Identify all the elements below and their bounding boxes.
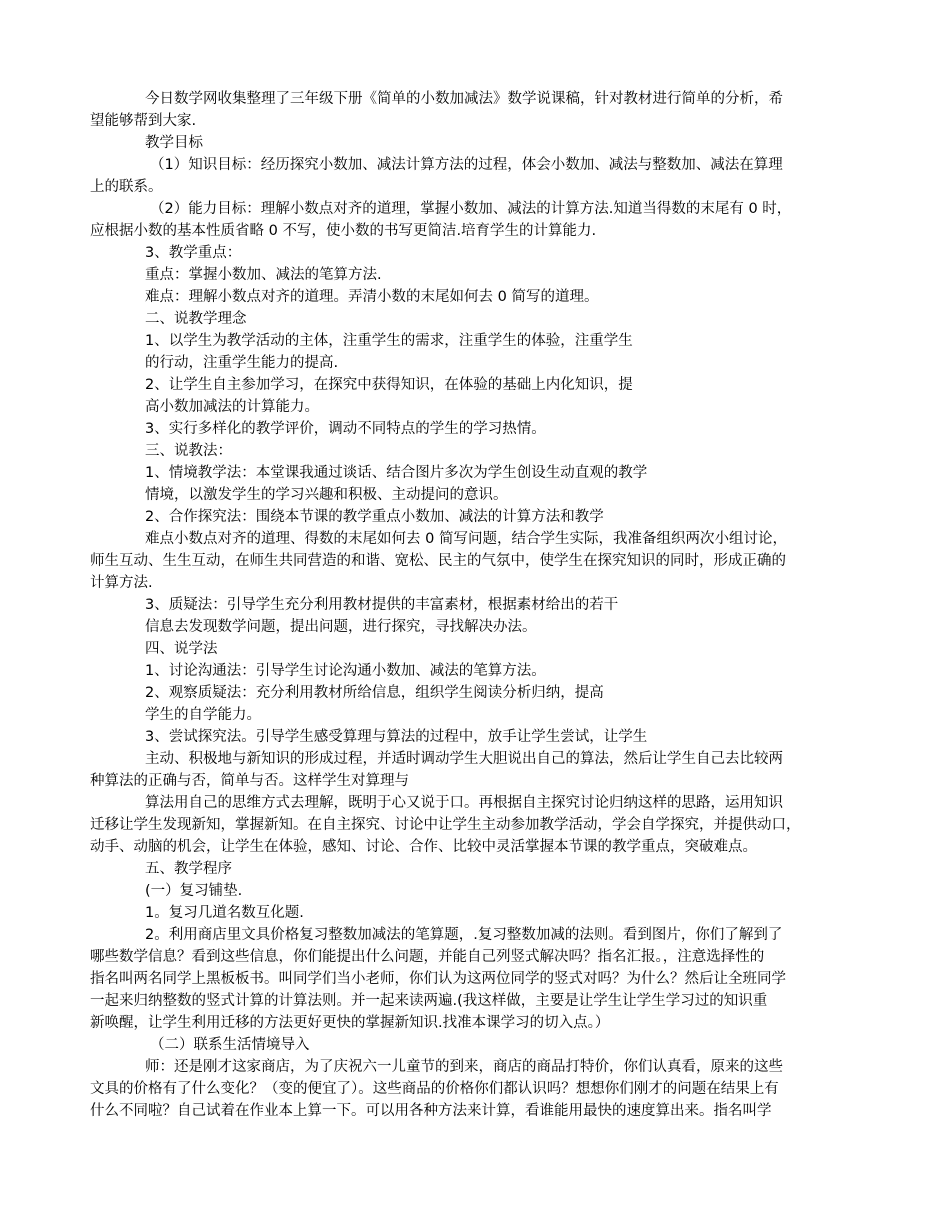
text-line: 1、讨论沟通法：引导学生讨论沟通小数加、减法的笔算方法。 [145, 663, 546, 679]
text-line: 难点：理解小数点对齐的道理。弄清小数的末尾如何去 0 简写的道理。 [145, 289, 599, 305]
text-line: 师：还是刚才这家商店，为了庆祝六一儿童节的到来，商店的商品打特价，你们认真看，原来的这些 [145, 1059, 783, 1075]
text-line: 的行动，注重学生能力的提高. [145, 355, 339, 371]
text-line: 3、实行多样化的教学评价，调动不同特点的学生的学习热情。 [145, 421, 546, 437]
text-line: 难点小数点对齐的道理、得数的末尾如何去 0 简写问题，结合学生实际，我准备组织两次小组讨论， [145, 531, 787, 547]
section-heading: 五、教学程序 [145, 861, 232, 877]
text-line: 计算方法. [90, 575, 153, 591]
text-line: 高小数加减法的计算能力。 [145, 399, 319, 415]
section-heading: 四、说学法 [145, 641, 218, 657]
text-line: 2、让学生自主参加学习，在探究中获得知识，在体验的基础上内化知识，提 [145, 377, 633, 393]
text-line: 应根据小数的基本性质省略 0 不写，使小数的书写更简洁.培育学生的计算能力. [90, 223, 597, 239]
text-line: 2。利用商店里文具价格复习整数加减法的笔算题，.复习整数加减的法则。看到图片，你们了解到了 [145, 927, 783, 943]
text-line: 一起来归纳整数的竖式计算的计算法则。并一起来读两遍.(我这样做，主要是让学生让学生学习过的知识重 [90, 993, 768, 1009]
text-line: 望能够帮到大家. [90, 113, 197, 129]
section-heading: 三、说教法： [145, 443, 232, 459]
text-line: 师生互动、生生互动，在师生共同营造的和谐、宽松、民主的气氛中，使学生在探究知识的同时，形成正确的 [90, 553, 786, 569]
text-line: 重点：掌握小数加、减法的笔算方法. [145, 267, 382, 283]
text-line: 学生的自学能力。 [145, 707, 261, 723]
text-line: 今日数学网收集整理了三年级下册《简单的小数加减法》数学说课稿，针对教材进行简单的分析，希 [145, 91, 783, 107]
text-line: （2）能力目标：理解小数点对齐的道理，掌握小数加、减法的计算方法.知道当得数的末尾有 0 时， [150, 201, 792, 217]
text-line: 3、尝试探究法。引导学生感受算理与算法的过程中，放手让学生尝试，让学生 [145, 729, 648, 745]
text-line: （1）知识目标：经历探究小数加、减法计算方法的过程，体会小数加、减法与整数加、减法在算理 [150, 157, 783, 173]
text-line: 情境，以激发学生的学习兴趣和积极、主动提问的意识。 [145, 487, 508, 503]
text-line: 哪些数学信息？看到这些信息，你们能提出什么问题，并能自己列竖式解决吗？指名汇报。，注意选择性的 [90, 949, 765, 965]
text-line: 2、合作探究法：围绕本节课的教学重点小数加、减法的计算方法和教学 [145, 509, 604, 525]
section-heading: （二）联系生活情境导入 [150, 1037, 310, 1053]
text-line: 什么不同啦？自己试着在作业本上算一下。可以用各种方法来计算，看谁能用最快的速度算出来。指名叫学 [90, 1103, 772, 1119]
section-heading: 二、说教学理念 [145, 311, 247, 327]
section-heading: 3、教学重点： [145, 245, 242, 261]
text-line: 种算法的正确与否，简单与否。这样学生对算理与 [90, 773, 409, 789]
text-line: 1、以学生为教学活动的主体，注重学生的需求，注重学生的体验，注重学生 [145, 333, 633, 349]
text-line: 动手、动脑的机会，让学生在体验，感知、讨论、合作、比较中灵活掌握本节课的教学重点，突破难点。 [90, 839, 757, 855]
section-heading: 教学目标 [145, 135, 203, 151]
section-heading: (一）复习铺垫. [145, 883, 243, 899]
text-line: 文具的价格有了什么变化？（变的便宜了）。这些商品的价格你们都认识吗？想想你们刚才的问题在结果上有 [90, 1081, 779, 1097]
text-line: 信息去发现数学问题，提出问题，进行探究，寻找解决办法。 [145, 619, 537, 635]
text-line: 1。复习几道名数互化题. [145, 905, 304, 921]
text-line: 算法用自己的思维方式去理解，既明于心又说于口。再根据自主探究讨论归纳这样的思路，运用知识 [145, 795, 783, 811]
text-line: 指名叫两名同学上黑板板书。叫同学们当小老师，你们认为这两位同学的竖式对吗？为什么？然后让全班同学 [90, 971, 786, 987]
text-line: 新唤醒，让学生利用迁移的方法更好更快的掌握新知识.找准本课学习的切入点。） [90, 1015, 610, 1031]
text-line: 3、质疑法：引导学生充分利用教材提供的丰富素材，根据素材给出的若干 [145, 597, 619, 613]
text-line: 上的联系。 [90, 179, 163, 195]
text-line: 2、观察质疑法：充分利用教材所给信息，组织学生阅读分析归纳，提高 [145, 685, 604, 701]
text-line: 迁移让学生发现新知，掌握新知。在自主探究、讨论中让学生主动参加教学活动，学会自学探究，并提供动口， [90, 817, 801, 833]
text-line: 主动、积极地与新知识的形成过程，并适时调动学生大胆说出自己的算法，然后让学生自己去比较两 [145, 751, 783, 767]
text-line: 1、情境教学法：本堂课我通过谈话、结合图片多次为学生创设生动直观的教学 [145, 465, 648, 481]
